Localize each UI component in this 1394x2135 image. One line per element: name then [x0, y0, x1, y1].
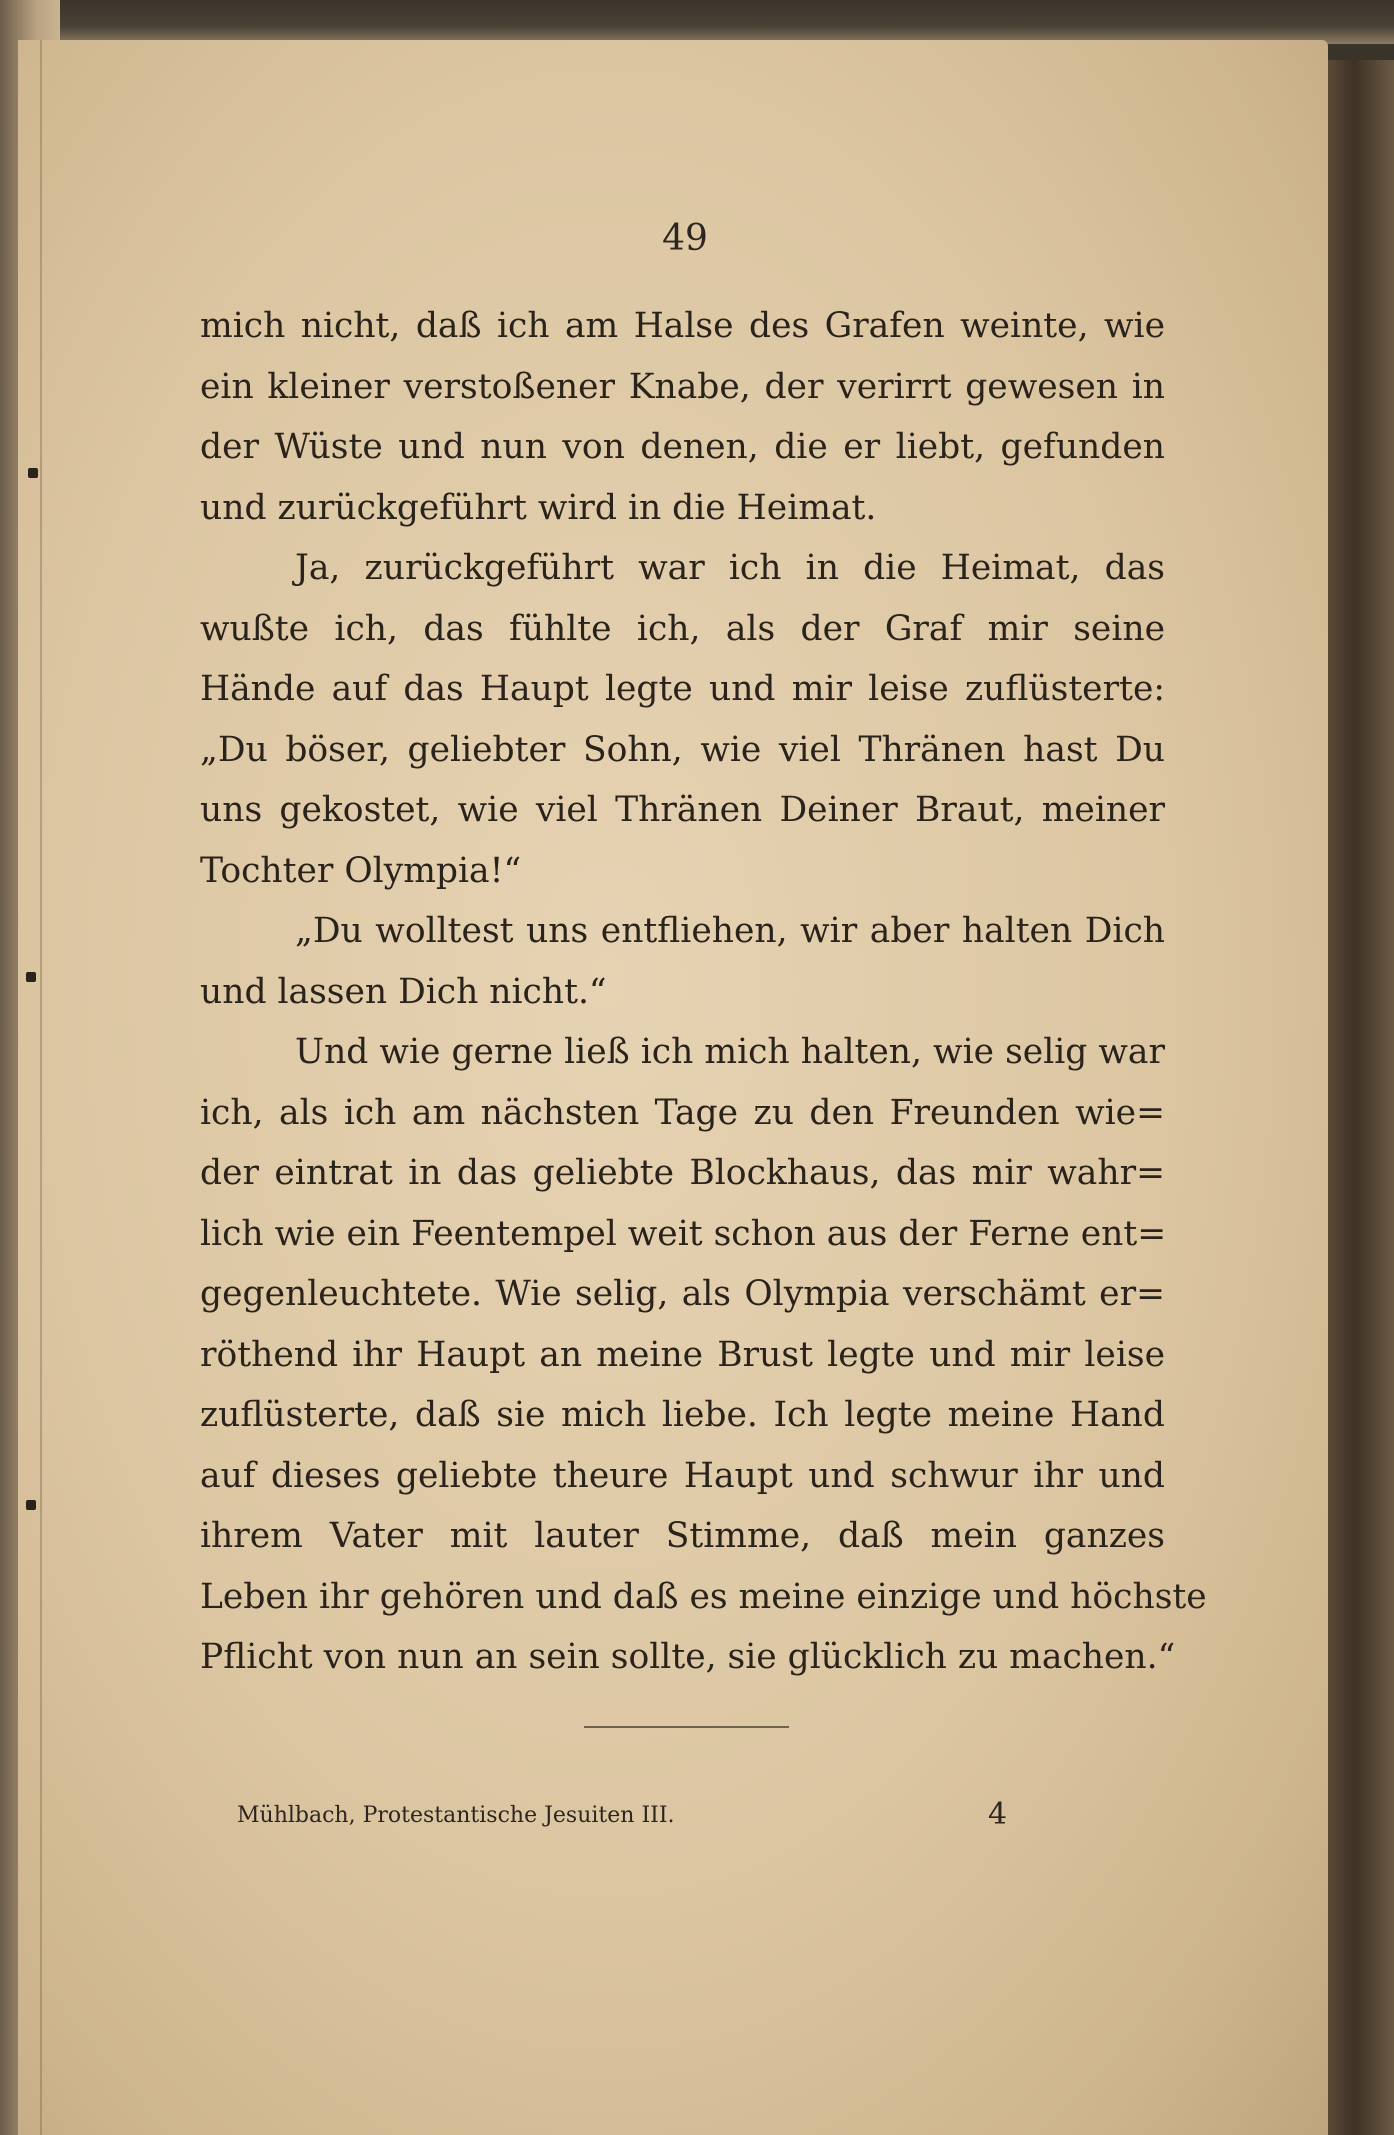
text-line: Ja, zurückgeführt war ich in die Heimat, das	[295, 548, 1165, 588]
text-line: ich, als ich am nächsten Tage zu den Freunden wie=	[200, 1092, 1165, 1133]
text-line: ihrem Vater mit lauter Stimme, daß mein ganzes	[200, 1516, 1165, 1556]
text-line: auf dieses geliebte theure Haupt und schwur ihr und	[200, 1455, 1165, 1496]
text-line: Tochter Olympia!“	[200, 850, 522, 891]
text-line: und zurückgeführt wird in die Heimat.	[200, 487, 877, 528]
text-line: „Du wolltest uns entfliehen, wir aber halten Dich	[295, 911, 1165, 951]
text-line: ein kleiner verstoßener Knabe, der verirrt gewesen in	[200, 366, 1165, 407]
margin-mark	[28, 468, 38, 478]
text-line: der Wüste und nun von denen, die er liebt, gefunden	[200, 427, 1165, 467]
text-line: „Du böser, geliebter Sohn, wie viel Thränen hast Du	[200, 729, 1165, 770]
text-line: mich nicht, daß ich am Halse des Grafen weinte, wie	[200, 306, 1165, 346]
text-line: uns gekostet, wie viel Thränen Deiner Braut, meiner	[200, 790, 1165, 830]
text-line: und lassen Dich nicht.“	[200, 971, 607, 1012]
text-line: gegenleuchtete. Wie selig, als Olympia verschämt er=	[200, 1274, 1165, 1314]
top-edge	[0, 0, 1394, 44]
text-line: zuflüsterte, daß sie mich liebe. Ich legte meine Hand	[200, 1395, 1165, 1435]
margin-mark	[26, 1500, 36, 1510]
text-line: Und wie gerne ließ ich mich halten, wie selig war	[295, 1032, 1165, 1072]
page-number: 49	[662, 218, 708, 259]
margin-mark	[26, 972, 36, 982]
gutter-line	[40, 40, 42, 2135]
text-line: Leben ihr gehören und daß es meine einzige und höchste	[200, 1576, 1207, 1617]
body-text	[200, 296, 1207, 1688]
section-rule	[584, 1726, 789, 1728]
text-line: der eintrat in das geliebte Blockhaus, das mir wahr=	[200, 1153, 1165, 1193]
right-edge-shadow	[1328, 60, 1394, 2135]
footer-signature-mark: 4	[988, 1797, 1008, 1832]
footer-signature: Mühlbach, Protestantische Jesuiten III.	[237, 1803, 675, 1828]
text-line: Hände auf das Haupt legte und mir leise zuflüsterte:	[200, 669, 1165, 709]
text-line: röthend ihr Haupt an meine Brust legte und mir leise	[200, 1334, 1165, 1375]
text-line: Pflicht von nun an sein sollte, sie glücklich zu machen.“	[200, 1637, 1176, 1677]
text-line: wußte ich, das fühlte ich, als der Graf mir seine	[200, 608, 1165, 649]
text-line: lich wie ein Feentempel weit schon aus der Ferne ent=	[200, 1213, 1167, 1254]
